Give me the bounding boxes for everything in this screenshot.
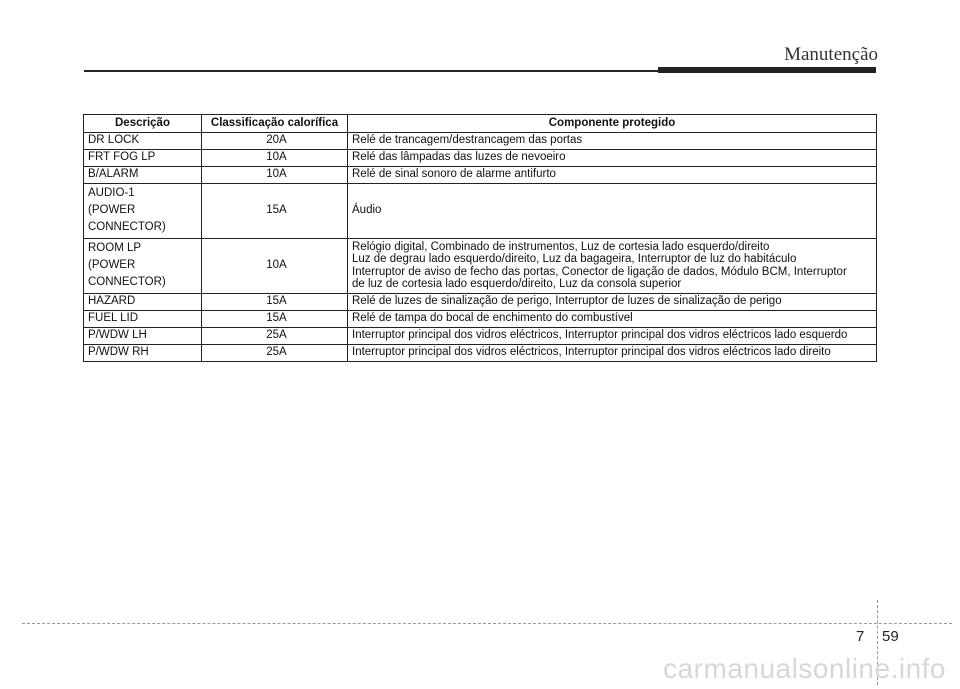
chapter-title: Manutenção [784,44,878,65]
componente-cell [348,184,877,239]
descricao-text: AUDIO-1 [88,187,135,199]
rating-cell: 20A [202,133,348,150]
table-row [84,328,877,345]
componente-text: Áudio [352,204,382,216]
column-header-classificacao: Classificação calorífica [202,115,348,133]
descricao-text: P/WDW LH [88,329,147,341]
descricao-cell [84,150,202,167]
rating-cell: 15A [202,294,348,311]
table-row [84,345,877,362]
table-row [84,294,877,311]
componente-cell [348,150,877,167]
descricao-cell [84,311,202,328]
table-row [84,184,877,239]
componente-text: de luz de cortesia lado esquerdo/direito, Luz da consola superior [352,278,682,290]
componente-text: Relé de luzes de sinalização de perigo, Interruptor de luzes de sinalização de perigo [352,295,782,307]
componente-text: Relé de sinal sonoro de alarme antifurto [352,168,556,180]
table-row [84,311,877,328]
componente-text: Luz de degrau lado esquerdo/direito, Luz da bagageira, Interruptor de luz do habitáculo [352,253,797,265]
descricao-text: B/ALARM [88,168,139,180]
descricao-text: P/WDW RH [88,346,149,358]
rating-cell: 10A [202,239,348,294]
descricao-cell [84,133,202,150]
componente-text: Relé das lâmpadas das luzes de nevoeiro [352,151,566,163]
rating-cell: 10A [202,150,348,167]
column-header-descricao: Descrição [84,115,202,133]
componente-text: Relógio digital, Combinado de instrumentos, Luz de cortesia lado esquerdo/direito [352,240,770,253]
componente-text: Interruptor principal dos vidros eléctricos, Interruptor principal dos vidros eléctricos lado esquerdo [352,329,848,341]
rating-cell: 25A [202,345,348,362]
descricao-text: (POWER [88,259,136,271]
header-rule [84,70,660,72]
rating-cell: 25A [202,328,348,345]
table-row [84,133,877,150]
descricao-text: CONNECTOR) [88,276,166,288]
componente-text: Interruptor principal dos vidros eléctricos, Interruptor principal dos vidros eléctricos lado direito [352,346,831,358]
table-row [84,167,877,184]
componente-cell [348,345,877,362]
descricao-cell [84,328,202,345]
table-header-row [84,115,877,133]
componente-text: Interruptor de aviso de fecho das portas, Conector de ligação de dados, Módulo BCM, Interruptor [352,265,847,278]
fuse-table [83,114,877,362]
descricao-text: CONNECTOR) [88,221,166,233]
componente-text: Relé de trancagem/destrancagem das portas [352,134,583,146]
componente-cell [348,294,877,311]
descricao-text: HAZARD [88,295,136,307]
descricao-cell [84,294,202,311]
rating-cell: 15A [202,311,348,328]
componente-cell [348,239,877,294]
rating-cell: 15A [202,184,348,239]
watermark: carmanualsonline.info [663,653,946,684]
componente-cell [348,133,877,150]
descricao-text: ROOM LP [88,242,142,254]
descricao-cell [84,184,202,239]
footer-divider [22,623,952,624]
descricao-text: DR LOCK [88,134,140,146]
page-number: 59 [882,628,899,645]
column-header-componente: Componente protegido [348,115,877,133]
descricao-text: FUEL LID [88,312,139,324]
table-row [84,150,877,167]
header-rule-accent [658,67,876,73]
componente-cell [348,328,877,345]
descricao-text: (POWER [88,204,136,216]
componente-cell [348,311,877,328]
table-row [84,239,877,294]
descricao-cell [84,239,202,294]
descricao-cell [84,345,202,362]
descricao-cell [84,167,202,184]
rating-cell: 10A [202,167,348,184]
descricao-text: FRT FOG LP [88,151,156,163]
componente-text: Relé de tampa do bocal de enchimento do combustível [352,312,633,324]
chapter-number: 7 [856,628,865,645]
componente-cell [348,167,877,184]
